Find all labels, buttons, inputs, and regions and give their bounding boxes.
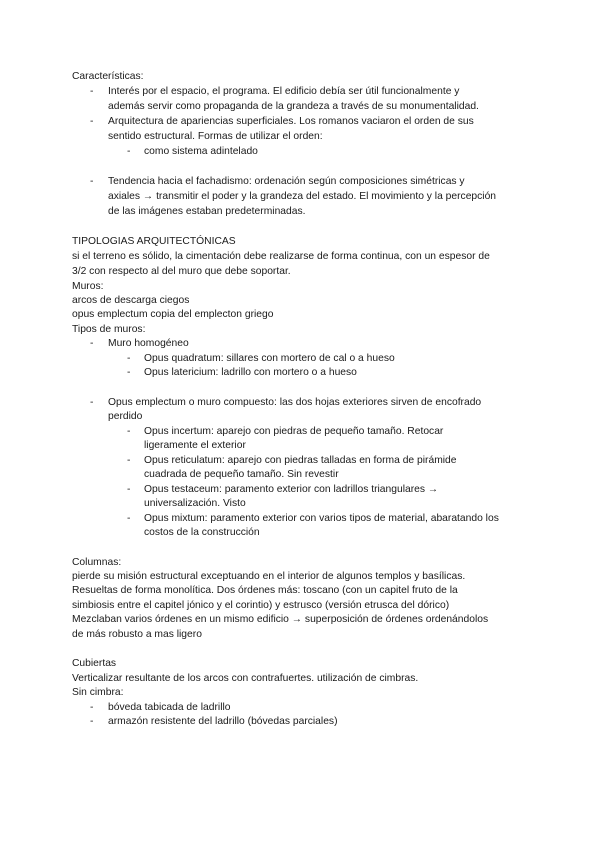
tipos-label: Tipos de muros: bbox=[72, 324, 146, 335]
bullet-text: sentido estructural. Formas de utilizar el orden: bbox=[108, 131, 323, 142]
sub-bullet-dash: - bbox=[127, 455, 131, 466]
paragraph-line: Verticalizar resultante de los arcos con contrafuertes. utilización de cimbras. bbox=[72, 673, 419, 684]
bullet-text: Muro homogéneo bbox=[108, 338, 189, 349]
sub-bullet-text: Opus testaceum: paramento exterior con ladrillos triangulares → bbox=[144, 484, 439, 495]
bullet-text: perdido bbox=[108, 411, 143, 422]
sub-bullet-text: como sistema adintelado bbox=[144, 146, 258, 157]
bullet-dash: - bbox=[90, 116, 94, 127]
sub-bullet-text: Opus reticulatum: aparejo con piedras talladas en forma de pirámide bbox=[144, 455, 457, 466]
bullet-dash: - bbox=[90, 702, 94, 713]
paragraph-line: simbiosis entre el capitel jónico y el corintio) y estrusco (versión etrusca del dórico) bbox=[72, 600, 450, 611]
bullet-dash: - bbox=[90, 86, 94, 97]
paragraph-line: opus emplectum copia del emplecton griego bbox=[72, 309, 274, 320]
paragraph-line: Mezclaban varios órdenes en un mismo edificio → superposición de órdenes ordenándolos bbox=[72, 614, 489, 625]
bullet-dash: - bbox=[90, 176, 94, 187]
sub-bullet-text: costos de la construcción bbox=[144, 527, 260, 538]
sub-bullet-dash: - bbox=[127, 426, 131, 437]
heading-cubiertas: Cubiertas bbox=[72, 658, 117, 669]
sub-bullet-dash: - bbox=[127, 367, 131, 378]
bullet-text: armazón resistente del ladrillo (bóvedas parciales) bbox=[108, 716, 338, 727]
heading-caracteristicas: Características: bbox=[72, 71, 144, 82]
sub-bullet-text: Opus incertum: aparejo con piedras de pequeño tamaño. Retocar bbox=[144, 426, 444, 437]
sub-bullet-dash: - bbox=[127, 513, 131, 524]
sub-bullet-text: cuadrada de pequeño tamaño. Sin revestir bbox=[144, 469, 339, 480]
bullet-text: Arquitectura de apariencias superficiales. Los romanos vaciaron el orden de sus bbox=[108, 116, 474, 127]
sub-bullet-text: ligeramente el exterior bbox=[144, 440, 246, 451]
bullet-dash: - bbox=[90, 338, 94, 349]
bullet-text: Interés por el espacio, el programa. El edificio debía ser útil funcionalmente y bbox=[108, 86, 460, 97]
sub-bullet-dash: - bbox=[127, 146, 131, 157]
bullet-dash: - bbox=[90, 397, 94, 408]
paragraph-line: 3/2 con respecto al del muro que debe soportar. bbox=[72, 266, 291, 277]
paragraph-line: pierde su misión estructural exceptuando en el interior de algunos templos y basílicas. bbox=[72, 571, 466, 582]
sub-bullet-text: Opus latericium: ladrillo con mortero o a hueso bbox=[144, 367, 357, 378]
sub-bullet-dash: - bbox=[127, 484, 131, 495]
paragraph-line: si el terreno es sólido, la cimentación debe realizarse de forma continua, con un espesor de bbox=[72, 251, 490, 262]
sin-cimbra-label: Sin cimbra: bbox=[72, 687, 124, 698]
bullet-text: Opus emplectum o muro compuesto: las dos hojas exteriores sirven de encofrado bbox=[108, 397, 482, 408]
muros-label: Muros: bbox=[72, 281, 104, 292]
bullet-text: además servir como propaganda de la grandeza a través de su monumentalidad. bbox=[108, 101, 479, 112]
bullet-text: Tendencia hacia el fachadismo: ordenación según composiciones simétricas y bbox=[108, 176, 465, 187]
bullet-text: bóveda tabicada de ladrillo bbox=[108, 702, 231, 713]
bullet-text: de las imágenes estaban predeterminadas. bbox=[108, 206, 306, 217]
sub-bullet-text: Opus quadratum: sillares con mortero de cal o a hueso bbox=[144, 353, 395, 364]
sub-bullet-dash: - bbox=[127, 353, 131, 364]
heading-tipologias: TIPOLOGIAS ARQUITECTÓNICAS bbox=[72, 236, 236, 247]
heading-columnas: Columnas: bbox=[72, 557, 122, 568]
bullet-text: axiales → transmitir el poder y la grandeza del estado. El movimiento y la percepción bbox=[108, 191, 497, 202]
bullet-dash: - bbox=[90, 716, 94, 727]
paragraph-line: arcos de descarga ciegos bbox=[72, 295, 190, 306]
sub-bullet-text: Opus mixtum: paramento exterior con varios tipos de material, abaratando los bbox=[144, 513, 499, 524]
paragraph-line: Resueltas de forma monolítica. Dos órdenes más: toscano (con un capitel fruto de la bbox=[72, 585, 458, 596]
sub-bullet-text: universalización. Visto bbox=[144, 498, 246, 509]
paragraph-line: de más robusto a mas ligero bbox=[72, 629, 202, 640]
